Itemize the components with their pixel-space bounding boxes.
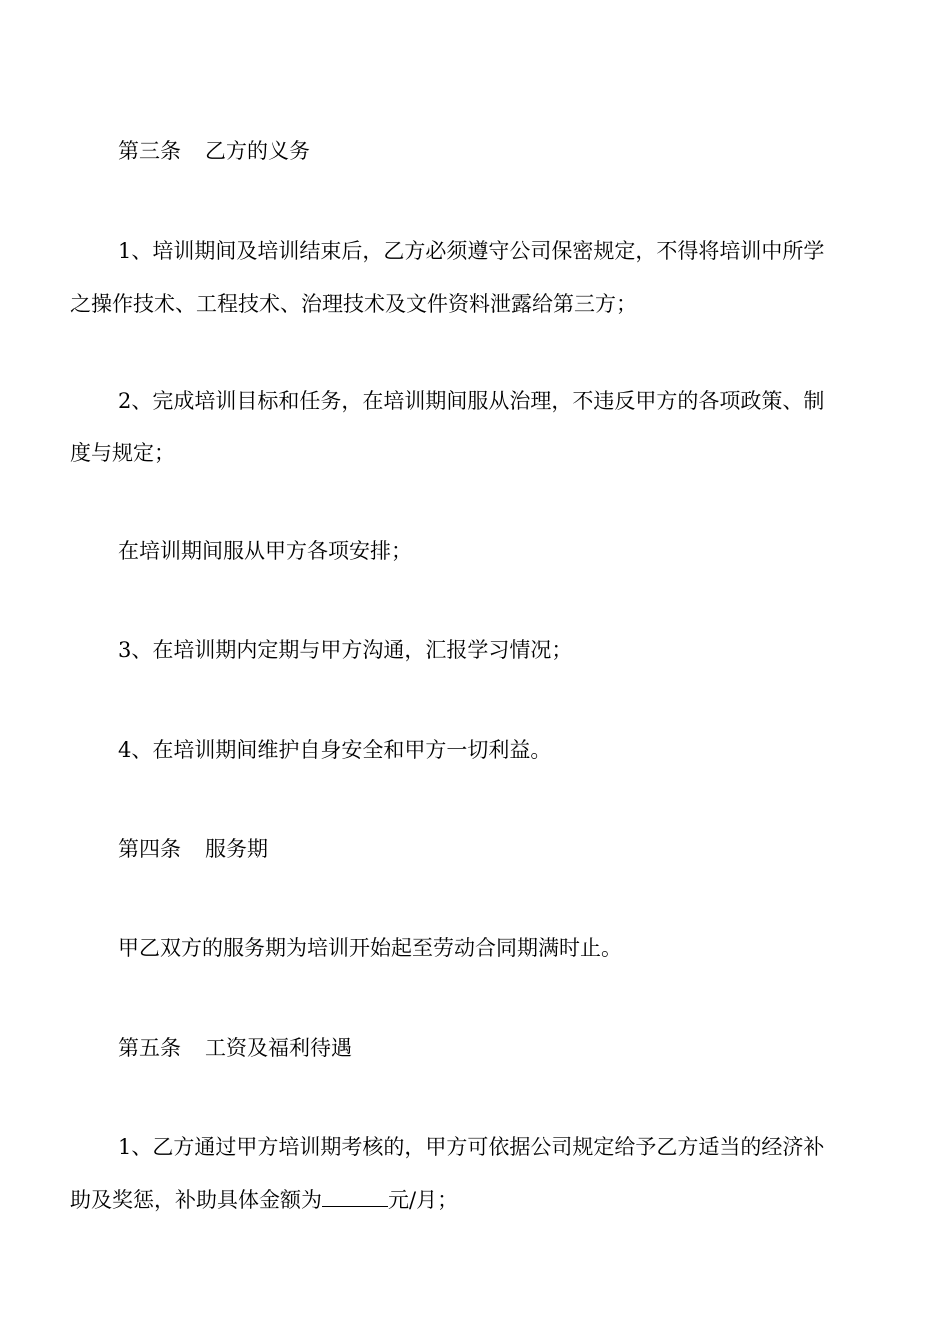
article-3-item-3: 3、在培训期内定期与甲方沟通，汇报学习情况； <box>118 638 573 662</box>
article-5-item-1-suffix: 元/月； <box>388 1188 459 1212</box>
article-3-item-2-line-1: 2、完成培训目标和任务，在培训期间服从治理，不违反甲方的各项政策、制 <box>118 389 825 413</box>
article-3-item-4: 4、在培训期间维护自身安全和甲方一切利益。 <box>118 738 552 762</box>
article-3-title: 乙方的义务 <box>205 139 310 163</box>
article-4-text: 甲乙双方的服务期为培训开始起至劳动合同期满时止。 <box>118 936 622 960</box>
article-5-number: 第五条 <box>118 1036 181 1060</box>
article-5-heading <box>118 1035 352 1061</box>
amount-blank-field[interactable] <box>322 1188 388 1207</box>
article-3-heading <box>118 138 310 164</box>
article-5-item-1-line-2 <box>70 1187 458 1213</box>
article-3-item-2-line-2: 度与规定； <box>70 441 175 465</box>
article-4-title: 服务期 <box>205 837 268 861</box>
article-5-item-1-line-1: 1、乙方通过甲方培训期考核的，甲方可依据公司规定给予乙方适当的经济补 <box>118 1135 825 1159</box>
article-3-item-2-extra: 在培训期间服从甲方各项安排； <box>118 539 412 563</box>
article-5-title: 工资及福利待遇 <box>205 1036 352 1060</box>
article-5-item-1-prefix: 助及奖惩，补助具体金额为 <box>70 1188 322 1212</box>
article-3-number: 第三条 <box>118 139 181 163</box>
article-4-number: 第四条 <box>118 837 181 861</box>
article-3-item-1-line-1: 1、培训期间及培训结束后，乙方必须遵守公司保密规定，不得将培训中所学 <box>118 239 825 263</box>
article-3-item-1-line-2: 之操作技术、工程技术、治理技术及文件资料泄露给第三方； <box>70 292 637 316</box>
article-4-heading <box>118 836 268 862</box>
